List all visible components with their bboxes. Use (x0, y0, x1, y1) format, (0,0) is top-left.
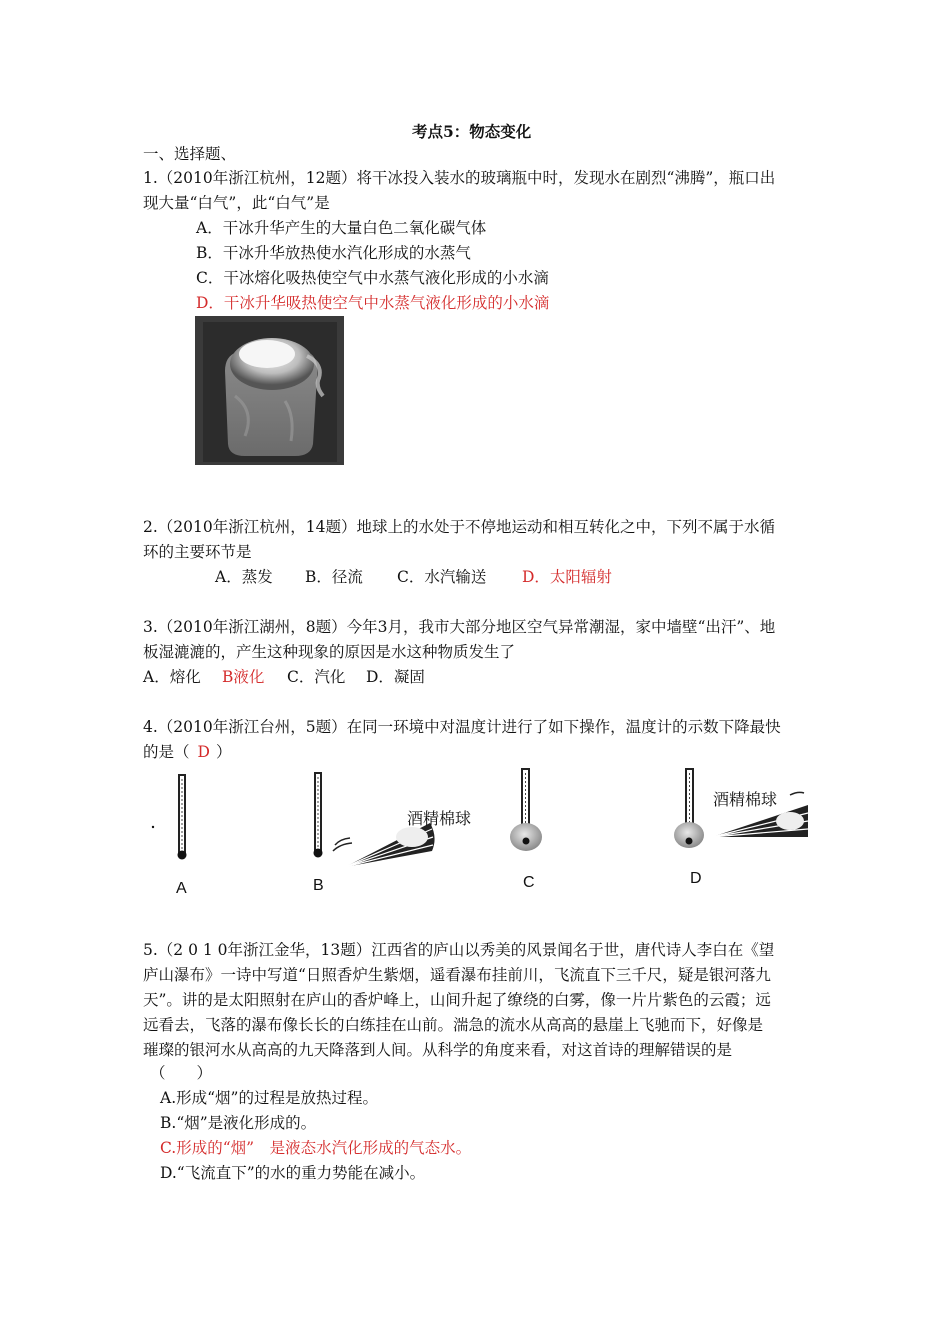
q2-option-c: C．水汽输送 (397, 568, 487, 586)
q5-option-d: D.“飞流直下”的水的重力势能在减小。 (160, 1164, 426, 1182)
q3-stem-line1: 3.（2010年浙江湖州，8题）今年3月，我市大部分地区空气异常潮湿，家中墙壁“出汗”、地 (143, 618, 776, 636)
thermometer-diagram (140, 765, 810, 905)
q5-option-a: A.形成“烟”的过程是放热过程。 (160, 1089, 378, 1107)
cotton-label-c: 酒精棉球 (407, 811, 472, 828)
q5-stem-line2: 庐山瀑布》一诗中写道“日照香炉生紫烟，遥看瀑布挂前川，飞流直下三千尺，疑是银河落九 (143, 966, 771, 984)
q3-option-b-answer: B液化 (222, 668, 265, 686)
dry-ice-bottle-photo (195, 316, 344, 465)
thermometer-c-with-cotton (510, 769, 542, 851)
q1-option-a: A．干冰升华产生的大量白色二氧化碳气体 (196, 219, 487, 237)
q2-option-b: B．径流 (305, 568, 363, 586)
q3-option-d: D．凝固 (366, 668, 425, 686)
q5-stem-line4: 远看去，飞落的瀑布像长长的白练挂在山前。湍急的流水从高高的悬崖上飞驰而下，好像是 (143, 1016, 764, 1034)
q4-stem-line1: 4.（2010年浙江台州，5题）在同一环境中对温度计进行了如下操作，温度计的示数下降最快 (143, 718, 781, 736)
q5-stem-line1: 5.（2 0 1 0年浙江金华，13题）江西省的庐山以秀美的风景闻名于世，唐代诗人李白在《望 (143, 941, 775, 959)
q3-option-c: C．汽化 (287, 668, 346, 686)
q2-option-a: A．蒸发 (215, 568, 273, 586)
section-heading: 一、选择题、 (143, 145, 237, 163)
q1-option-d-answer: D．干冰升华吸热使空气中水蒸气液化形成的小水滴 (196, 294, 550, 312)
cotton-ball-c (510, 823, 542, 851)
q1-stem-line1: 1.（2010年浙江杭州，12题）将干冰投入装水的玻璃瓶中时，发现水在剧烈“沸腾”，瓶口出 (143, 169, 776, 187)
fan-icon-b (333, 823, 435, 867)
q2-option-d-answer: D．太阳辐射 (522, 568, 612, 586)
q1-option-c: C．干冰熔化吸热使空气中水蒸气液化形成的小水滴 (196, 269, 549, 287)
page-title: 考点5：物态变化 (412, 122, 532, 141)
option-label-c: C (523, 874, 535, 891)
option-label-d: D (690, 870, 702, 887)
q3-stem-line2: 板湿漉漉的，产生这种现象的原因是水这种物质发生了 (143, 643, 516, 661)
q4-stem-line2 (143, 741, 231, 763)
q5-stem-line6: （ ） (150, 1064, 213, 1082)
q2-stem-line2: 环的主要环节是 (143, 543, 252, 561)
option-label-b: B (313, 877, 324, 894)
q1-option-b: B．干冰升华放热使水汽化形成的水蒸气 (196, 244, 471, 262)
thermometer-a (152, 775, 187, 860)
cotton-label-d: 酒精棉球 (713, 792, 778, 809)
option-label-a: A (176, 880, 187, 897)
q5-stem-line3: 天”。讲的是太阳照射在庐山的香炉峰上，山间升起了缭绕的白雾，像一片片紫色的云霞；远 (143, 991, 771, 1009)
q5-option-b: B.“烟”是液化形成的。 (160, 1114, 317, 1132)
q5-stem-line5: 璀璨的银河水从高高的九天降落到人间。从科学的角度来看，对这首诗的理解错误的是 (143, 1041, 733, 1059)
q1-stem-line2: 现大量“白气”，此“白气”是 (143, 194, 330, 212)
q5-option-c-answer: C.形成的“烟” 是液态水汽化形成的气态水。 (160, 1139, 472, 1157)
q4-stem-suffix: ） (215, 743, 232, 761)
q4-answer: D (197, 743, 210, 761)
q2-stem-line1: 2.（2010年浙江杭州，14题）地球上的水处于不停地运动和相互转化之中，下列不属于水循 (143, 518, 775, 536)
q3-option-a: A．熔化 (143, 668, 201, 686)
q4-stem-prefix: 的是（ (143, 743, 190, 761)
